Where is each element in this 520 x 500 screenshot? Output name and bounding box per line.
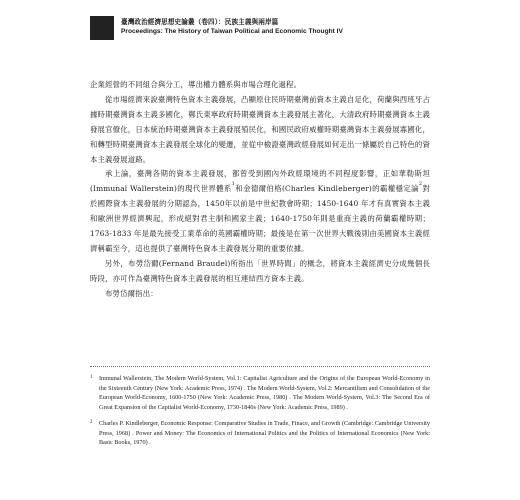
running-header (90, 14, 430, 42)
paragraph-2: 從市場經濟來說臺灣特色資本主義發展，凸顯原住民時期臺灣前資本主義自足化，荷蘭與西班牙占據時期臺灣資本主義多國化，鄭氏東寧政府時期臺灣資本主義發展主著化，大清政府時期臺灣資本主義發展官僚化，日本統治時期臺灣資本主義發展殖民化，和國民政府威權時期臺灣資本主義發展寡國化，和轉型時期臺灣資本主義發展全球化的變遷，並從中檢證臺灣政經發展如何走出一條屬於自己特色的資本主義發展道路。 (90, 94, 430, 164)
footnote-divider (90, 366, 430, 367)
main-body-text (90, 78, 430, 302)
footnote-1 (90, 374, 430, 412)
header-title-chinese: 臺灣政治經濟思想史論叢（卷四）：民族主義與兩岸篇 (121, 18, 279, 26)
footnote-ref-1[interactable]: 1 (231, 181, 236, 188)
paragraph-3-part-2: 和金德爾伯格(Charles Kindleberger)的霸權穩定論 (235, 184, 419, 194)
paragraph-3-part-1: 承上論，臺灣各期的資本主義發展，都曾受到國內外政經環境的不同程度影響，正如華勒斯坦(Immunal Wallerstein)的現代世界體系 (90, 169, 430, 194)
footnote-ref-2[interactable]: 2 (418, 181, 423, 188)
paragraph-3-part-3: 對於國際資本主義發展的分期認為，1450年以前是中世紀教會時期；1450-1640 年才有真實資本主義和歐洲世界經濟興起，形成絕對君主制和國家主義；1640-1750年則是重商主義的荷蘭霸權時期；1763-1833 年是最先接受工業革命的英國霸權時期；最後是在第一次世界大戰後則由美國資本主義經濟稱霸至今，這也提供了臺灣特色資本主義發展分期的重要依據。 (90, 184, 431, 253)
paragraph-5: 布勞岱爾指出： (105, 288, 158, 298)
footnote-1-number: 1 (90, 375, 93, 380)
header-black-block (90, 16, 114, 40)
paragraph-1: 企業經營的不同組合與分工，導出權力體系與市場合理化過程。 (90, 80, 302, 89)
footnotes-section (90, 374, 430, 455)
header-title-english: Proceedings: The History of Taiwan Political and Economic Thought IV (121, 28, 343, 35)
footnote-2 (90, 419, 430, 448)
footnote-1-text: Immunal Wallerstein, The Modern World-System, Vol.1: Capitalist Agriculture and the Origins of the European World-Economy in the Sixteenth Century (New York: Academic Press, 1974) . The Modern World-System, Vol.2: Mercantilism and Consolidation of the European World-Economy, 1600-1750 (New York: Academic Press, 1980) . The Modern World-System, Vol.3: The Second Era of Great Expansion of the Capitalist World-Economy, 1730-1840s (New York: Academic Press, 1989) . (99, 375, 430, 411)
paragraph-4: 另外，布勞岱爾(Fernand Braudel)所指出「世界時間」的概念，將資本主義經濟史分成幾個長時段，亦可作為臺灣特色資本主義發展的相互連結西方資本主義。 (90, 258, 430, 283)
footnote-2-text: Charles P. Kindleberger, Economic Response: Comparative Studies in Trade, Finace, and Growth (Cambridge: Cambridge University Press, 1968) . Power and Money: The Economics of International Politics and the Politics of International Economics (New York: Basic Books, 1970) . (99, 420, 430, 446)
paragraph-3 (90, 167, 430, 256)
footnote-2-number: 2 (90, 420, 93, 425)
